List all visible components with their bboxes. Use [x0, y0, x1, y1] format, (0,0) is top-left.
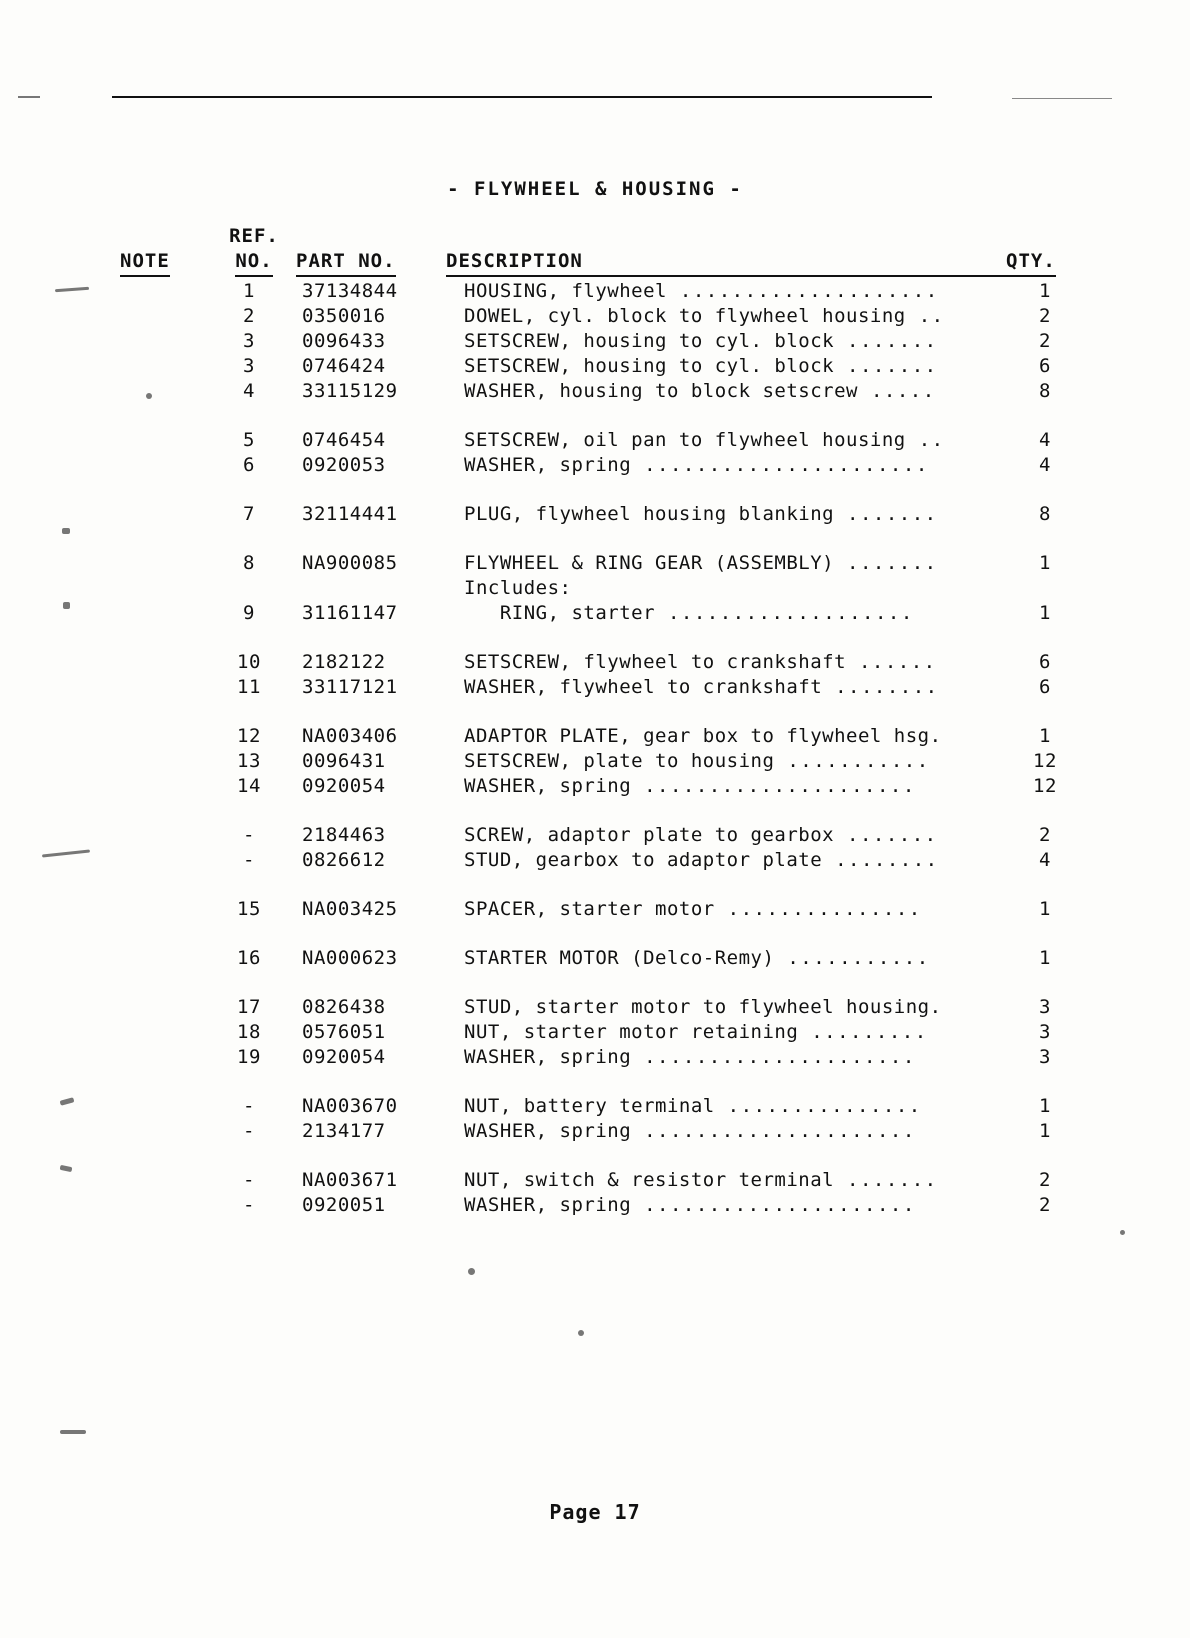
cell-part-no: NA003425 [302, 898, 398, 920]
cell-qty: 4 [1039, 454, 1051, 476]
column-header-ref-no [212, 224, 296, 279]
table-spacer-cell [120, 922, 1084, 946]
cell-description [446, 774, 1006, 799]
table-spacer-cell [120, 1070, 1084, 1094]
leader-dots: ....... [834, 355, 938, 377]
cell-note [120, 1045, 212, 1070]
cell-ref-no: 1 [243, 280, 255, 302]
page-number: Page 17 [549, 1500, 641, 1524]
cell-part-no: NA000623 [302, 947, 398, 969]
cell-note [120, 724, 212, 749]
cell-note [120, 379, 212, 404]
description-text: PLUG, flywheel housing blanking [464, 503, 835, 525]
table-row [120, 576, 1084, 601]
cell-ref-no: 8 [243, 552, 255, 574]
leader-dots: .. [905, 429, 945, 451]
scan-artifact [42, 849, 90, 857]
cell-qty: 1 [1039, 898, 1051, 920]
leader-dots: ...... [846, 651, 937, 673]
parts-table [120, 224, 1084, 1218]
table-row [120, 1094, 1084, 1119]
cell-qty: 1 [1039, 947, 1051, 969]
cell-part-no: 33117121 [302, 676, 398, 698]
cell-qty: 3 [1039, 1046, 1051, 1068]
leader-dots: ..................... [631, 1194, 916, 1216]
cell-part-no: NA003406 [302, 725, 398, 747]
table-row [120, 1193, 1084, 1218]
table-row [120, 650, 1084, 675]
cell-qty: 1 [1039, 280, 1051, 302]
parts-table-body [120, 279, 1084, 1218]
cell-description [446, 1193, 1006, 1218]
cell-ref-no: 17 [237, 996, 261, 1018]
cell-description [446, 1020, 1006, 1045]
leader-dots: ....... [834, 1169, 938, 1191]
cell-description [446, 354, 1006, 379]
scan-artifact [60, 1165, 73, 1172]
cell-part-no: 2182122 [302, 651, 386, 673]
description-text: SETSCREW, housing to cyl. block [464, 355, 835, 377]
cell-part-no: 0746424 [302, 355, 386, 377]
cell-note [120, 354, 212, 379]
cell-ref-no: - [243, 824, 255, 846]
header-rule [112, 96, 932, 98]
cell-note [120, 601, 212, 626]
cell-note [120, 1168, 212, 1193]
cell-ref-no: - [243, 1120, 255, 1142]
table-row [120, 675, 1084, 700]
cell-qty: 6 [1039, 676, 1051, 698]
cell-part-no: NA003671 [302, 1169, 398, 1191]
leader-dots: ....... [834, 503, 938, 525]
cell-note [120, 502, 212, 527]
leader-dots: ....... [834, 330, 938, 352]
cell-part-no: 0576051 [302, 1021, 386, 1043]
cell-description [446, 601, 1006, 626]
cell-description [446, 848, 1006, 873]
description-text: NUT, battery terminal [464, 1095, 715, 1117]
cell-ref-no: 10 [237, 651, 261, 673]
table-row [120, 774, 1084, 799]
cell-part-no: 0096433 [302, 330, 386, 352]
table-row [120, 279, 1084, 304]
cell-note [120, 279, 212, 304]
leader-dots: ...................... [631, 454, 929, 476]
leader-dots: ................... [655, 602, 914, 624]
cell-qty: 1 [1039, 1095, 1051, 1117]
table-row [120, 749, 1084, 774]
description-text: SETSCREW, oil pan to flywheel housing [464, 429, 906, 451]
cell-description [446, 551, 1006, 576]
leader-dots: ............... [714, 1095, 922, 1117]
table-row [120, 551, 1084, 576]
description-text: WASHER, housing to block setscrew [464, 380, 858, 402]
cell-qty: 4 [1039, 429, 1051, 451]
description-text: SETSCREW, plate to housing [464, 750, 775, 772]
header-rule-right [1012, 98, 1112, 99]
cell-note [120, 304, 212, 329]
cell-part-no [296, 576, 446, 601]
description-text: WASHER, flywheel to crankshaft [464, 676, 823, 698]
cell-qty: 1 [1039, 602, 1051, 624]
cell-description [446, 502, 1006, 527]
cell-note [120, 650, 212, 675]
table-row [120, 502, 1084, 527]
cell-note [120, 848, 212, 873]
table-row [120, 897, 1084, 922]
table-spacer-cell [120, 626, 1084, 650]
cell-qty: 3 [1039, 996, 1051, 1018]
table-spacer-row [120, 527, 1084, 551]
table-spacer-row [120, 922, 1084, 946]
table-row [120, 724, 1084, 749]
cell-ref-no: 18 [237, 1021, 261, 1043]
cell-qty: 2 [1039, 824, 1051, 846]
cell-part-no: 0920054 [302, 775, 386, 797]
description-text: WASHER, spring [464, 454, 632, 476]
cell-ref-no: - [243, 1194, 255, 1216]
table-row [120, 1119, 1084, 1144]
description-text: WASHER, spring [464, 1120, 632, 1142]
table-spacer-row [120, 404, 1084, 428]
cell-description [446, 823, 1006, 848]
cell-note [120, 1119, 212, 1144]
description-text: STUD, gearbox to adaptor plate [464, 849, 823, 871]
table-row [120, 946, 1084, 971]
cell-ref-no: 3 [243, 355, 255, 377]
cell-description [446, 675, 1006, 700]
cell-ref-no: 9 [243, 602, 255, 624]
cell-part-no: 32114441 [302, 503, 398, 525]
cell-note [120, 1020, 212, 1045]
leader-dots: ..................... [631, 1120, 916, 1142]
cell-qty: 2 [1039, 1169, 1051, 1191]
table-spacer-row [120, 1070, 1084, 1094]
cell-ref-no: 5 [243, 429, 255, 451]
table-row [120, 1020, 1084, 1045]
table-spacer-cell [120, 527, 1084, 551]
cell-description [446, 1045, 1006, 1070]
cell-ref-no: 7 [243, 503, 255, 525]
cell-ref-no: 16 [237, 947, 261, 969]
scan-artifact [63, 602, 70, 609]
cell-qty [1006, 576, 1084, 601]
cell-note [120, 823, 212, 848]
table-header-row [120, 224, 1084, 279]
cell-note [120, 749, 212, 774]
cell-description [446, 995, 1006, 1020]
description-text: WASHER, spring [464, 775, 632, 797]
scan-artifact [62, 528, 70, 534]
cell-qty: 4 [1039, 849, 1051, 871]
table-row [120, 428, 1084, 453]
cell-qty: 6 [1039, 651, 1051, 673]
leader-dots: ....... [834, 552, 938, 574]
cell-part-no: 0920053 [302, 454, 386, 476]
column-header-description: DESCRIPTION [446, 224, 1006, 279]
cell-description [446, 1094, 1006, 1119]
description-text: FLYWHEEL & RING GEAR (ASSEMBLY) [464, 552, 835, 574]
cell-part-no: 0920054 [302, 1046, 386, 1068]
description-text: ADAPTOR PLATE, gear box to flywheel hsg. [464, 725, 942, 747]
column-header-ref-top: REF. [229, 225, 279, 247]
column-header-part-no: PART NO. [296, 224, 446, 279]
table-row [120, 1045, 1084, 1070]
cell-description [446, 1119, 1006, 1144]
cell-qty: 1 [1039, 725, 1051, 747]
table-spacer-cell [120, 971, 1084, 995]
table-row [120, 354, 1084, 379]
column-header-qty: QTY. [1006, 224, 1084, 279]
description-text: SPACER, starter motor [464, 898, 715, 920]
parts-table-head [120, 224, 1084, 279]
leader-dots: ....... [834, 824, 938, 846]
cell-description [446, 279, 1006, 304]
cell-ref-no: - [243, 1095, 255, 1117]
cell-qty: 2 [1039, 305, 1051, 327]
table-row [120, 1168, 1084, 1193]
description-text: SCREW, adaptor plate to gearbox [464, 824, 835, 846]
description-text: DOWEL, cyl. block to flywheel housing [464, 305, 906, 327]
leader-dots: .. [905, 305, 945, 327]
cell-ref-no: - [243, 849, 255, 871]
scan-artifact [60, 1097, 75, 1105]
cell-part-no: 0096431 [302, 750, 386, 772]
table-spacer-cell [120, 873, 1084, 897]
description-text: HOUSING, flywheel [464, 280, 667, 302]
description-text: SETSCREW, flywheel to crankshaft [464, 651, 847, 673]
leader-dots: ..... [858, 380, 936, 402]
column-header-ref-bottom: NO. [235, 249, 272, 277]
leader-dots: ............... [714, 898, 922, 920]
column-header-note: NOTE [120, 224, 212, 279]
cell-description [446, 379, 1006, 404]
cell-qty: 6 [1039, 355, 1051, 377]
cell-note [120, 946, 212, 971]
cell-description [446, 304, 1006, 329]
cell-description [446, 576, 1006, 601]
cell-note [120, 1094, 212, 1119]
description-text: NUT, starter motor retaining [464, 1021, 799, 1043]
table-spacer-row [120, 626, 1084, 650]
cell-part-no: 0920051 [302, 1194, 386, 1216]
cell-qty: 12 [1033, 775, 1057, 797]
table-spacer-row [120, 700, 1084, 724]
cell-description [446, 946, 1006, 971]
table-spacer-cell [120, 1144, 1084, 1168]
table-row [120, 995, 1084, 1020]
cell-part-no: 0350016 [302, 305, 386, 327]
cell-ref-no: 15 [237, 898, 261, 920]
cell-part-no: 31161147 [302, 602, 398, 624]
description-text: Includes: [464, 577, 572, 599]
cell-part-no: 33115129 [302, 380, 398, 402]
table-spacer-row [120, 971, 1084, 995]
cell-part-no: 0826612 [302, 849, 386, 871]
cell-part-no: 2184463 [302, 824, 386, 846]
cell-description [446, 1168, 1006, 1193]
cell-ref-no: 11 [237, 676, 261, 698]
cell-part-no: NA003670 [302, 1095, 398, 1117]
cell-ref-no: - [243, 1169, 255, 1191]
cell-ref-no: 12 [237, 725, 261, 747]
leader-dots: ........... [774, 947, 930, 969]
description-text: WASHER, spring [464, 1046, 632, 1068]
cell-description [446, 749, 1006, 774]
table-row [120, 379, 1084, 404]
table-spacer-cell [120, 700, 1084, 724]
description-text: RING, starter [464, 602, 656, 624]
cell-description [446, 897, 1006, 922]
table-spacer-cell [120, 799, 1084, 823]
header-rule-left [18, 96, 40, 98]
cell-ref-no: 6 [243, 454, 255, 476]
cell-note [120, 675, 212, 700]
description-text: STUD, starter motor to flywheel housing. [464, 996, 942, 1018]
cell-ref-no: 4 [243, 380, 255, 402]
description-text: STARTER MOTOR (Delco-Remy) [464, 947, 775, 969]
table-row [120, 848, 1084, 873]
table-row [120, 601, 1084, 626]
cell-part-no: 0826438 [302, 996, 386, 1018]
description-text: SETSCREW, housing to cyl. block [464, 330, 835, 352]
cell-part-no: 0746454 [302, 429, 386, 451]
cell-part-no: NA900085 [302, 552, 398, 574]
cell-description [446, 428, 1006, 453]
cell-qty: 1 [1039, 552, 1051, 574]
scan-artifact [55, 287, 89, 292]
leader-dots: ........ [822, 849, 939, 871]
scan-artifact [1120, 1230, 1125, 1235]
description-text: WASHER, spring [464, 1194, 632, 1216]
table-spacer-row [120, 1144, 1084, 1168]
cell-note [120, 1193, 212, 1218]
leader-dots: ..................... [631, 1046, 916, 1068]
table-row [120, 453, 1084, 478]
cell-ref-no: 13 [237, 750, 261, 772]
cell-note [120, 897, 212, 922]
cell-note [120, 551, 212, 576]
scan-artifact [468, 1268, 475, 1275]
cell-note [120, 995, 212, 1020]
leader-dots: ..................... [631, 775, 916, 797]
cell-qty: 2 [1039, 1194, 1051, 1216]
table-spacer-row [120, 873, 1084, 897]
cell-qty: 1 [1039, 1120, 1051, 1142]
cell-note [120, 329, 212, 354]
table-spacer-cell [120, 404, 1084, 428]
scan-artifact [578, 1330, 584, 1336]
cell-note [120, 428, 212, 453]
cell-note [120, 576, 212, 601]
cell-qty: 12 [1033, 750, 1057, 772]
cell-part-no: 2134177 [302, 1120, 386, 1142]
description-text: NUT, switch & resistor terminal [464, 1169, 835, 1191]
cell-description [446, 453, 1006, 478]
scan-artifact [60, 1430, 86, 1434]
leader-dots: ........... [774, 750, 930, 772]
table-row [120, 304, 1084, 329]
cell-ref-no [212, 576, 296, 601]
cell-ref-no: 19 [237, 1046, 261, 1068]
cell-ref-no: 2 [243, 305, 255, 327]
page-title: - FLYWHEEL & HOUSING - [447, 178, 743, 200]
leader-dots: .................... [666, 280, 939, 302]
table-spacer-cell [120, 478, 1084, 502]
cell-qty: 8 [1039, 503, 1051, 525]
cell-description [446, 650, 1006, 675]
cell-ref-no: 14 [237, 775, 261, 797]
table-spacer-row [120, 478, 1084, 502]
table-row [120, 329, 1084, 354]
cell-part-no: 37134844 [302, 280, 398, 302]
cell-ref-no: 3 [243, 330, 255, 352]
cell-note [120, 453, 212, 478]
leader-dots: ........ [822, 676, 939, 698]
cell-description [446, 724, 1006, 749]
cell-note [120, 774, 212, 799]
leader-dots: ......... [798, 1021, 928, 1043]
cell-qty: 3 [1039, 1021, 1051, 1043]
cell-description [446, 329, 1006, 354]
cell-qty: 8 [1039, 380, 1051, 402]
table-row [120, 823, 1084, 848]
cell-qty: 2 [1039, 330, 1051, 352]
table-spacer-row [120, 799, 1084, 823]
